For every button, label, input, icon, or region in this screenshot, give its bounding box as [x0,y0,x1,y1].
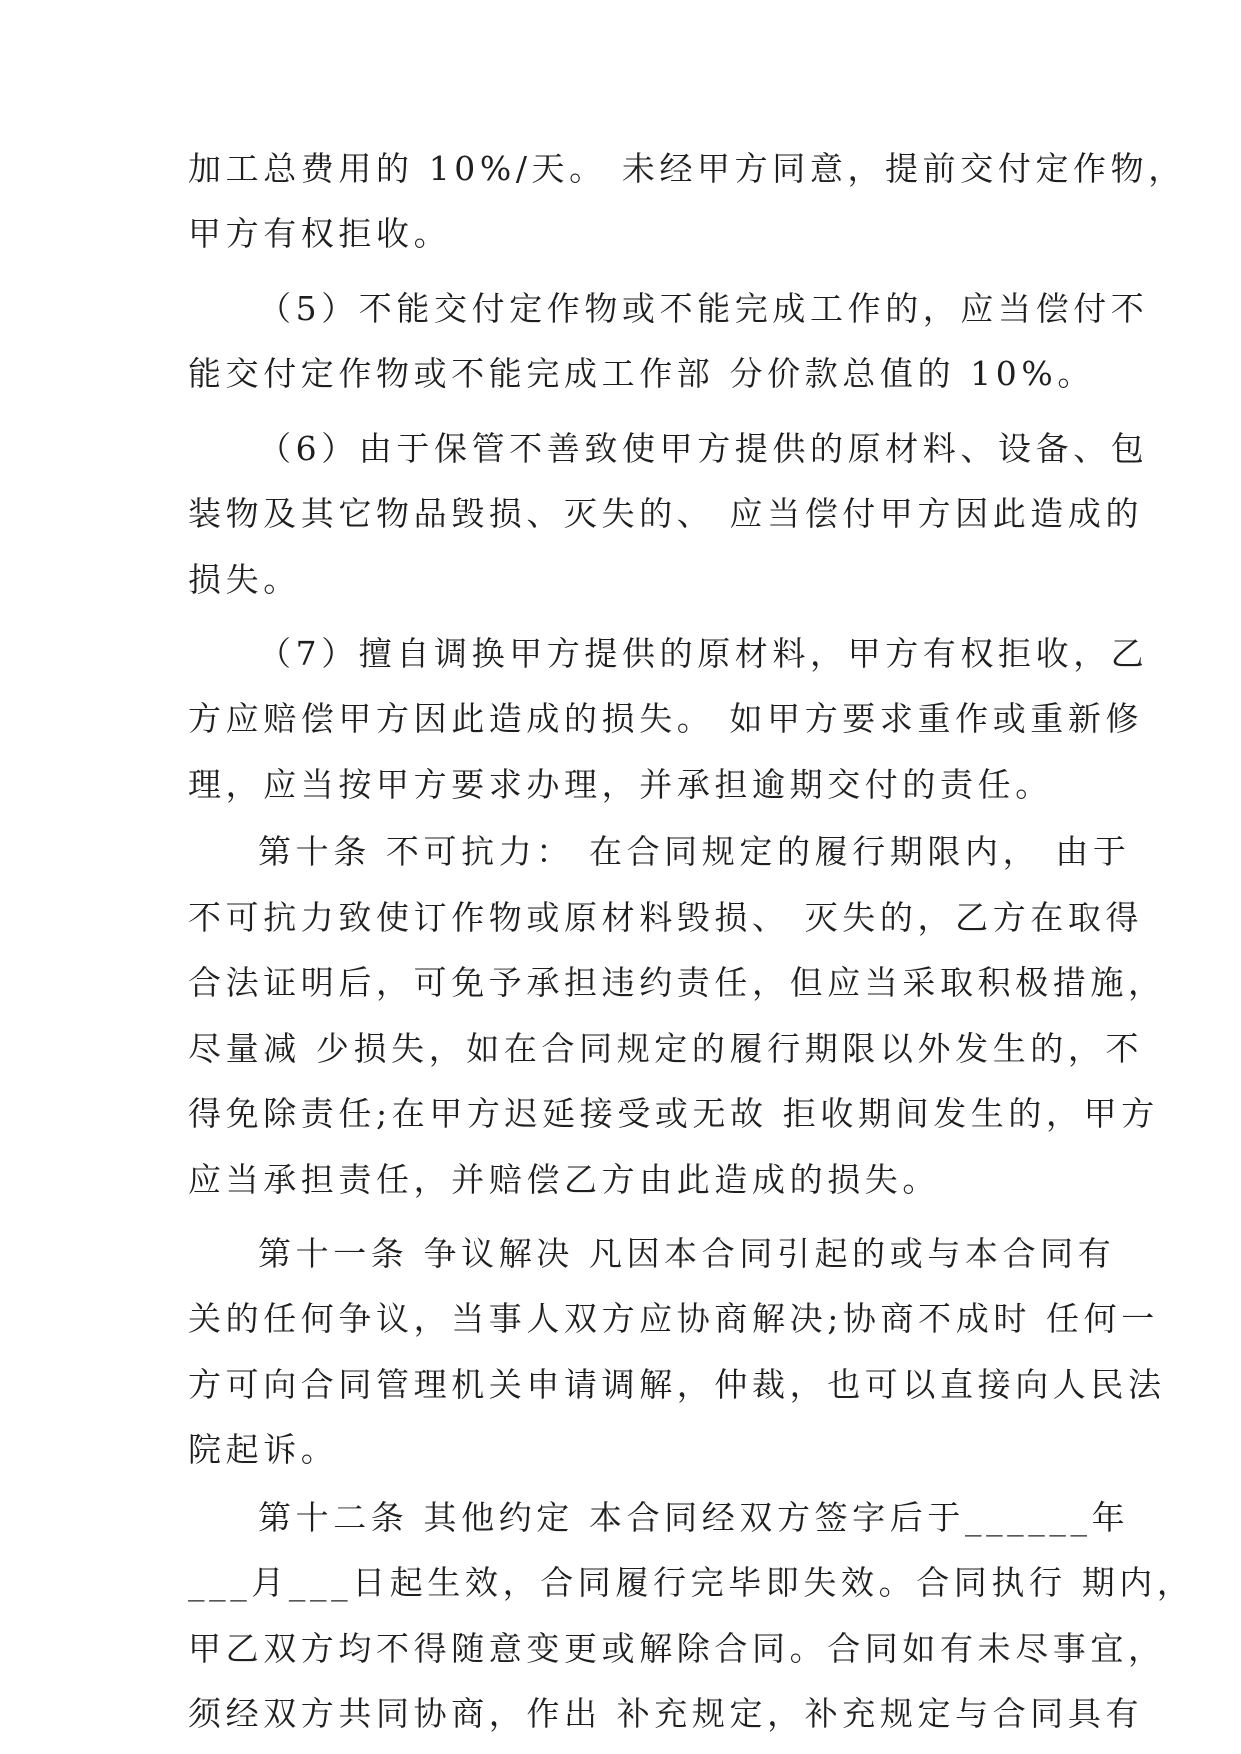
text-line: ___月___日起生效，合同履行完毕即失效。合同执行 期内， [188,1563,1195,1603]
paragraph-5-line: （5）不能交付定作物或不能完成工作的，应当偿付不 [258,288,1149,328]
text-line: 理，应当按甲方要求办理，并承担逾期交付的责任。 [188,764,1053,804]
paragraph-6-line: （6）由于保管不善致使甲方提供的原材料、设备、包 [258,428,1149,468]
article-11-heading-line: 第十一条 争议解决 凡因本合同引起的或与本合同有 [258,1233,1116,1273]
text-line: 不可抗力致使订作物或原材料毁损、 灭失的，乙方在取得 [188,897,1144,937]
text-line: 能交付定作物或不能完成工作部 分价款总值的 10%。 [188,354,1095,394]
text-line: 得免除责任;在甲方迟延接受或无故 拒收期间发生的，甲方 [188,1094,1159,1134]
article-12-heading-line: 第十二条 其他约定 本合同经双方签字后于______年 [258,1497,1130,1537]
text-line: 须经双方共同协商，作出 补充规定，补充规定与合同具有 [188,1694,1144,1733]
text-line: 尽量减 少损失，如在合同规定的履行期限以外发生的，不 [188,1028,1144,1068]
article-10-heading-line: 第十条 不可抗力： 在合同规定的履行期限内， 由于 [258,832,1131,872]
paragraph-7-line: （7）擅自调换甲方提供的原材料，甲方有权拒收，乙 [258,633,1149,673]
text-line: 关的任何争议，当事人双方应协商解决;协商不成时 任何一 [188,1299,1159,1339]
text-line: 甲方有权拒收。 [188,214,452,254]
text-line: 方应赔偿甲方因此造成的损失。 如甲方要求重作或重新修 [188,699,1144,739]
text-line: 加工总费用的 10%/天。 未经甲方同意，提前交付定作物， [188,149,1186,188]
text-line: 院起诉。 [188,1430,339,1470]
text-line: 合法证明后，可免予承担违约责任，但应当采取积极措施， [188,963,1166,1003]
text-line: 装物及其它物品毁损、灭失的、 应当偿付甲方因此造成的 [188,494,1144,534]
text-line: 甲乙双方均不得随意变更或解除合同。合同如有未尽事宜， [188,1628,1166,1668]
text-line: 损失。 [188,559,301,599]
text-line: 应当承担责任，并赔偿乙方由此造成的损失。 [188,1159,940,1199]
text-line: 方可向合同管理机关申请调解，仲裁，也可以直接向人民法 [188,1364,1166,1404]
